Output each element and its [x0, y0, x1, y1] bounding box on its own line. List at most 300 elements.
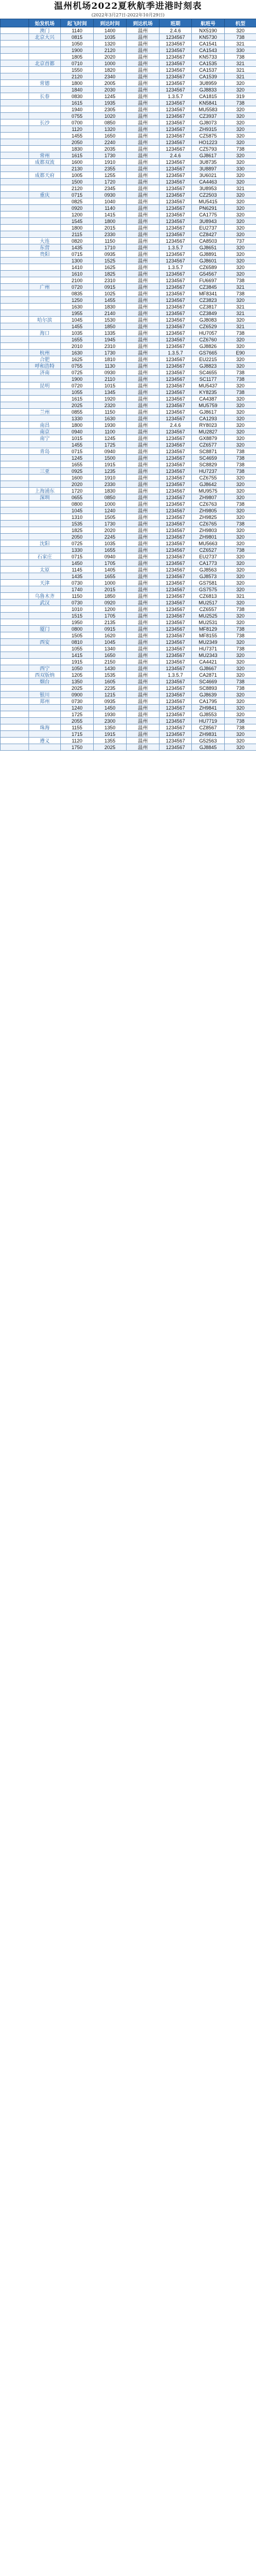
table-cell: MU2517 [192, 599, 225, 606]
table-cell [1, 711, 29, 718]
table-cell: NX5190 [192, 27, 225, 34]
table-cell: 1930 [94, 711, 127, 718]
table-cell: 1234567 [160, 73, 192, 80]
table-cell: 1515 [61, 613, 94, 619]
table-cell: GJ8617 [192, 409, 225, 415]
table-cell: 1000 [94, 580, 127, 586]
origin-airport-cell: 广州 [29, 284, 61, 290]
origin-airport-cell [29, 67, 61, 73]
table-cell: 321 [225, 60, 256, 67]
table-cell: 温州 [127, 251, 160, 258]
table-cell: 1234567 [160, 310, 192, 317]
table-cell: 2330 [94, 481, 127, 488]
table-cell [1, 93, 29, 100]
table-cell [1, 106, 29, 113]
table-cell: 温州 [127, 113, 160, 119]
table-cell: 1234567 [160, 599, 192, 606]
origin-airport-cell [29, 613, 61, 619]
table-cell [1, 80, 29, 87]
table-cell: 0850 [94, 119, 127, 126]
origin-airport-cell [29, 415, 61, 422]
table-cell: 1455 [94, 297, 127, 304]
table-cell: 温州 [127, 534, 160, 540]
table-cell: 1830 [94, 304, 127, 310]
table-cell: MU2349 [192, 639, 225, 646]
table-cell: G54567 [192, 271, 225, 277]
table-cell [1, 310, 29, 317]
table-cell: 温州 [127, 652, 160, 659]
table-cell: 温州 [127, 415, 160, 422]
table-cell: 1730 [94, 521, 127, 527]
table-cell: 1705 [94, 560, 127, 567]
table-cell: 1620 [94, 632, 127, 639]
table-cell: 温州 [127, 448, 160, 455]
table-cell [1, 198, 29, 205]
table-row [1, 422, 256, 429]
origin-airport-cell [29, 336, 61, 343]
table-cell: 1415 [61, 652, 94, 659]
table-cell: 2115 [61, 231, 94, 238]
table-cell: 温州 [127, 580, 160, 586]
table-cell [1, 251, 29, 258]
table-cell: SC8829 [192, 461, 225, 468]
table-cell: 1234567 [160, 718, 192, 724]
table-cell: 温州 [127, 376, 160, 382]
table-cell: 1234567 [160, 389, 192, 396]
table-row [1, 580, 256, 586]
timetable-page [0, 0, 256, 751]
table-cell [1, 553, 29, 560]
table-cell [1, 238, 29, 244]
table-cell: 320 [225, 264, 256, 271]
table-cell: 1234567 [160, 126, 192, 133]
table-cell: 1234567 [160, 711, 192, 718]
table-cell: CA1539 [192, 73, 225, 80]
table-cell: 1234567 [160, 376, 192, 382]
table-cell: 1650 [94, 652, 127, 659]
table-cell: 1234567 [160, 429, 192, 435]
table-cell: 1.3.5.7 [160, 264, 192, 271]
table-cell: 320 [225, 402, 256, 409]
table-cell: ZH9841 [192, 705, 225, 711]
table-cell: 1234567 [160, 606, 192, 613]
table-cell: CA1775 [192, 212, 225, 218]
table-cell: 320 [225, 271, 256, 277]
table-cell: 1234567 [160, 586, 192, 593]
table-cell: 320 [225, 251, 256, 258]
table-cell: 1350 [94, 724, 127, 731]
table-cell: 1234567 [160, 639, 192, 646]
table-cell: 1500 [94, 455, 127, 461]
table-cell [1, 402, 29, 409]
table-cell: 320 [225, 422, 256, 429]
table-cell: 0925 [61, 468, 94, 475]
table-cell: 0655 [61, 494, 94, 501]
table-row [1, 705, 256, 711]
table-cell: 温州 [127, 586, 160, 593]
table-cell: 温州 [127, 47, 160, 54]
table-cell: 1234567 [160, 573, 192, 580]
table-cell: 温州 [127, 705, 160, 711]
table-cell [1, 119, 29, 126]
origin-airport-cell [29, 547, 61, 553]
table-cell: MU2531 [192, 619, 225, 626]
table-cell [1, 264, 29, 271]
table-cell: 温州 [127, 271, 160, 277]
table-cell: 1234567 [160, 212, 192, 218]
table-row [1, 692, 256, 698]
table-row [1, 376, 256, 382]
table-cell: 321 [225, 304, 256, 310]
table-cell: GJ8845 [192, 744, 225, 751]
table-cell: 温州 [127, 146, 160, 152]
table-cell: 1234567 [160, 646, 192, 652]
table-row [1, 251, 256, 258]
table-cell: 1015 [94, 382, 127, 389]
table-header-cell: 航班号 [192, 19, 225, 27]
table-row [1, 724, 256, 731]
table-cell: 1234567 [160, 159, 192, 165]
table-row [1, 159, 256, 165]
table-cell: 1234567 [160, 382, 192, 389]
table-cell: 1005 [61, 172, 94, 179]
table-cell: 2020 [94, 54, 127, 60]
table-cell: GJ8073 [192, 119, 225, 126]
table-cell: MU9575 [192, 488, 225, 494]
table-cell: 1234567 [160, 225, 192, 231]
table-cell: 温州 [127, 258, 160, 264]
table-cell: 1234567 [160, 179, 192, 185]
table-cell: 2120 [61, 185, 94, 192]
table-cell: 1245 [94, 93, 127, 100]
origin-airport-cell [29, 402, 61, 409]
table-cell: 1240 [61, 705, 94, 711]
table-cell: 0915 [94, 284, 127, 290]
table-row [1, 343, 256, 350]
origin-airport-cell: 长沙 [29, 119, 61, 126]
table-cell: CZ6527 [192, 547, 225, 553]
table-cell: 温州 [127, 488, 160, 494]
table-cell: 1234567 [160, 271, 192, 277]
table-cell: GJ8823 [192, 363, 225, 369]
table-cell: 738 [225, 100, 256, 106]
table-cell: 2005 [94, 80, 127, 87]
table-cell: 321 [225, 310, 256, 317]
table-row [1, 488, 256, 494]
table-cell [1, 527, 29, 534]
table-row [1, 271, 256, 277]
table-row [1, 494, 256, 501]
table-cell: CZ6529 [192, 323, 225, 330]
table-cell: 1730 [94, 152, 127, 159]
table-cell: 温州 [127, 665, 160, 672]
table-cell: 0935 [94, 698, 127, 705]
table-cell: 温州 [127, 646, 160, 652]
table-cell: 温州 [127, 481, 160, 488]
table-cell: 温州 [127, 468, 160, 475]
table-cell: 0810 [61, 639, 94, 646]
table-cell [1, 205, 29, 212]
table-cell: FU6697 [192, 277, 225, 284]
table-cell [1, 225, 29, 231]
table-cell: 1705 [94, 613, 127, 619]
table-row [1, 711, 256, 718]
table-cell: 1910 [94, 159, 127, 165]
table-row [1, 599, 256, 606]
table-cell: 1930 [94, 422, 127, 429]
table-row [1, 567, 256, 573]
table-cell: 1400 [94, 27, 127, 34]
table-cell: 738 [225, 718, 256, 724]
table-row [1, 60, 256, 67]
table-cell: 1234567 [160, 363, 192, 369]
table-row [1, 330, 256, 336]
table-cell: 321 [225, 41, 256, 47]
table-row [1, 264, 256, 271]
table-cell: 1.3.5.7 [160, 244, 192, 251]
table-cell: 1535 [61, 521, 94, 527]
table-cell: 1020 [94, 113, 127, 119]
table-cell: 320 [225, 317, 256, 323]
table-cell: 温州 [127, 185, 160, 192]
table-cell [1, 317, 29, 323]
table-cell: 1234567 [160, 165, 192, 172]
origin-airport-cell: 常德 [29, 80, 61, 87]
table-row [1, 27, 256, 34]
table-cell: KN5841 [192, 100, 225, 106]
table-cell: 1650 [94, 133, 127, 139]
table-cell: 温州 [127, 744, 160, 751]
table-row [1, 389, 256, 396]
table-cell [1, 501, 29, 507]
table-cell: 1655 [61, 461, 94, 468]
table-cell: 1410 [61, 264, 94, 271]
table-cell: 320 [225, 106, 256, 113]
table-row [1, 547, 256, 553]
table-cell: 320 [225, 475, 256, 481]
table-header-cell: 起飞时间 [61, 19, 94, 27]
table-row [1, 382, 256, 389]
table-cell [1, 488, 29, 494]
table-row [1, 41, 256, 47]
table-cell: 1100 [94, 429, 127, 435]
table-cell [1, 54, 29, 60]
table-cell: 738 [225, 724, 256, 731]
table-cell [1, 192, 29, 198]
table-cell [1, 422, 29, 429]
table-cell: KN5733 [192, 54, 225, 60]
origin-airport-cell [29, 205, 61, 212]
table-cell: 温州 [127, 461, 160, 468]
table-cell: 1910 [94, 475, 127, 481]
origin-airport-cell: 西宁 [29, 665, 61, 672]
table-cell: 1545 [61, 218, 94, 225]
table-cell: 2120 [94, 47, 127, 54]
table-cell: 1234567 [160, 41, 192, 47]
origin-airport-cell [29, 146, 61, 152]
table-cell: 1330 [61, 547, 94, 553]
table-cell: 1234567 [160, 185, 192, 192]
table-cell: 1235 [94, 468, 127, 475]
table-cell: 温州 [127, 573, 160, 580]
table-row [1, 534, 256, 540]
table-body [1, 27, 256, 751]
table-cell: 1234567 [160, 277, 192, 284]
table-cell: 1500 [61, 179, 94, 185]
table-cell: MU2343 [192, 652, 225, 659]
table-cell: 1455 [61, 442, 94, 448]
table-cell: 温州 [127, 126, 160, 133]
table-cell: 温州 [127, 429, 160, 435]
table-row [1, 323, 256, 330]
table-cell: 320 [225, 258, 256, 264]
table-cell [1, 369, 29, 376]
table-row [1, 356, 256, 363]
table-cell: 320 [225, 152, 256, 159]
table-cell: 1150 [94, 238, 127, 244]
table-cell: 2050 [61, 534, 94, 540]
table-row [1, 415, 256, 422]
table-cell: GJ8083 [192, 317, 225, 323]
table-cell: MU2827 [192, 429, 225, 435]
table-cell [1, 231, 29, 238]
table-cell: 温州 [127, 218, 160, 225]
table-cell: 温州 [127, 323, 160, 330]
table-cell: 1200 [61, 212, 94, 218]
table-row [1, 192, 256, 198]
table-cell: 温州 [127, 67, 160, 73]
table-cell [1, 599, 29, 606]
table-row [1, 198, 256, 205]
table-cell: GS7581 [192, 580, 225, 586]
origin-airport-cell [29, 126, 61, 133]
origin-airport-cell [29, 527, 61, 534]
table-cell: CZ6755 [192, 475, 225, 481]
table-row [1, 678, 256, 685]
table-cell: 738 [225, 501, 256, 507]
table-cell [1, 580, 29, 586]
table-cell: 320 [225, 192, 256, 198]
table-cell [1, 705, 29, 711]
table-cell: 1234567 [160, 218, 192, 225]
table-cell: 1015 [61, 435, 94, 442]
table-row [1, 218, 256, 225]
origin-airport-cell [29, 652, 61, 659]
table-cell: 0725 [61, 369, 94, 376]
table-cell: 温州 [127, 501, 160, 507]
table-cell [1, 258, 29, 264]
table-cell: CA1773 [192, 560, 225, 567]
table-cell: 温州 [127, 738, 160, 744]
table-cell: 1234567 [160, 336, 192, 343]
table-cell: 1234567 [160, 100, 192, 106]
table-cell: CZ5875 [192, 133, 225, 139]
table-cell: MU2525 [192, 613, 225, 619]
table-cell: 0920 [61, 205, 94, 212]
table-cell [1, 429, 29, 435]
table-cell: ZH9831 [192, 731, 225, 738]
table-cell: 0800 [61, 626, 94, 632]
table-cell: 330 [225, 47, 256, 54]
origin-airport-cell [29, 514, 61, 521]
table-cell [1, 126, 29, 133]
table-cell: 1120 [61, 738, 94, 744]
table-cell: 320 [225, 672, 256, 678]
origin-airport-cell: 天津 [29, 580, 61, 586]
table-cell: 1525 [94, 258, 127, 264]
origin-airport-cell: 西安 [29, 639, 61, 646]
table-cell: 1945 [94, 336, 127, 343]
table-cell: 1630 [61, 304, 94, 310]
origin-airport-cell: 石家庄 [29, 553, 61, 560]
table-cell: 1535 [94, 672, 127, 678]
table-cell: 320 [225, 429, 256, 435]
table-cell: 1205 [61, 672, 94, 678]
table-cell: 1234567 [160, 323, 192, 330]
table-cell: 1234567 [160, 540, 192, 547]
table-cell: 1250 [61, 297, 94, 304]
table-cell: 温州 [127, 632, 160, 639]
table-cell: 0820 [61, 238, 94, 244]
origin-airport-cell: 海口 [29, 330, 61, 336]
table-cell: 温州 [127, 54, 160, 60]
table-cell: 温州 [127, 119, 160, 126]
table-cell: 1625 [94, 264, 127, 271]
table-row [1, 34, 256, 41]
table-row [1, 461, 256, 468]
table-cell: EU2737 [192, 225, 225, 231]
table-cell: 温州 [127, 165, 160, 172]
table-cell [1, 698, 29, 705]
table-cell: 320 [225, 488, 256, 494]
table-row [1, 402, 256, 409]
table-cell: 1234567 [160, 698, 192, 705]
table-cell: 320 [225, 540, 256, 547]
table-cell: 738 [225, 34, 256, 41]
table-cell [1, 277, 29, 284]
table-row [1, 593, 256, 599]
table-cell: 320 [225, 435, 256, 442]
table-cell: 737 [225, 238, 256, 244]
origin-airport-cell [29, 481, 61, 488]
table-cell: 320 [225, 396, 256, 402]
table-cell: 1830 [94, 488, 127, 494]
origin-airport-cell [29, 165, 61, 172]
table-cell [1, 41, 29, 47]
origin-airport-cell [29, 310, 61, 317]
table-row [1, 744, 256, 751]
table-row [1, 613, 256, 619]
table-cell [1, 323, 29, 330]
table-cell: GJ8563 [192, 567, 225, 573]
table-cell [1, 646, 29, 652]
table-cell: 温州 [127, 442, 160, 448]
table-cell: CZ2503 [192, 192, 225, 198]
table-row [1, 231, 256, 238]
table-cell: 320 [225, 126, 256, 133]
table-cell: 320 [225, 225, 256, 231]
origin-airport-cell [29, 744, 61, 751]
origin-airport-cell [29, 212, 61, 218]
table-cell: 1035 [61, 330, 94, 336]
table-row [1, 606, 256, 613]
origin-airport-cell [29, 133, 61, 139]
origin-airport-cell: 合肥 [29, 356, 61, 363]
table-cell: 温州 [127, 540, 160, 547]
table-cell: 320 [225, 113, 256, 119]
table-cell: 320 [225, 172, 256, 179]
table-cell [1, 567, 29, 573]
